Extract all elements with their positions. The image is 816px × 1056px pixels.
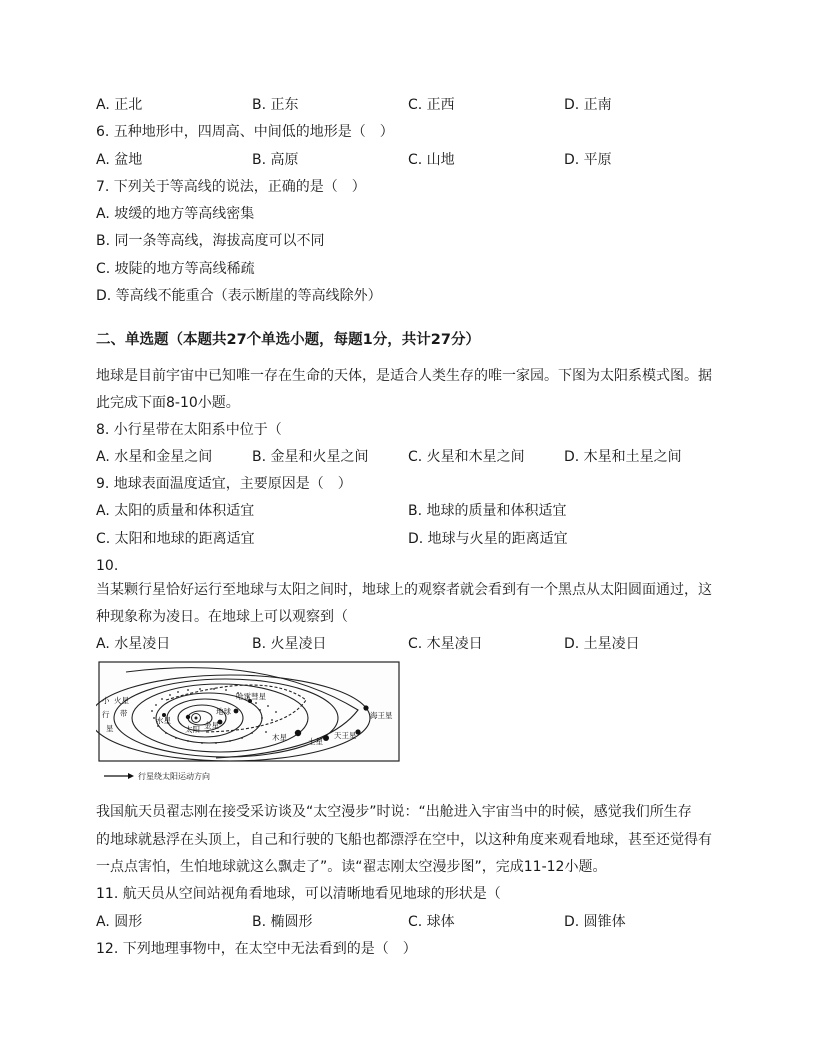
q7-option-b: B. 同一条等高线，海拔高度可以不同 [96, 233, 325, 249]
passage-line-2: 的地球就悬浮在头顶上，自己和行驶的飞船也都漂浮在空中，以这种角度来观看地球，甚至还觉得有 [96, 832, 712, 848]
q9-option-a: A. 太阳的质量和体积适宜 [96, 503, 255, 519]
q11-option-d: D. 圆锥体 [564, 914, 626, 930]
q9-option-b: B. 地球的质量和体积适宜 [408, 503, 567, 519]
q11-option-c: C. 球体 [408, 914, 455, 930]
q6-option-b: B. 高原 [252, 152, 299, 168]
label-jupiter: 木星 [272, 733, 287, 742]
label-small: 小 [102, 696, 110, 705]
q5-option-a: A. 正北 [96, 97, 143, 113]
q12-stem: 12. 下列地理事物中，在太空中无法看到的是（ ） [96, 941, 417, 957]
label-star: 星 [106, 724, 114, 733]
q7-stem: 7. 下列关于等高线的说法，正确的是（ ） [96, 179, 366, 195]
q10-stem-line-2: 种现象称为凌日。在地球上可以观察到（ [96, 609, 348, 625]
q5-option-c: C. 正西 [408, 97, 455, 113]
q11-option-a: A. 圆形 [96, 914, 143, 930]
q10-option-d: D. 土星凌日 [564, 636, 640, 652]
label-uranus: 天王星 [334, 731, 357, 740]
label-mercury: 水星 [156, 716, 171, 725]
q6-option-a: A. 盆地 [96, 152, 143, 168]
q6-stem: 6. 五种地形中，四周高、中间低的地形是（ ） [96, 124, 394, 140]
q8-option-a: A. 水星和金星之间 [96, 449, 213, 465]
label-sun: 太阳 [185, 725, 200, 734]
q8-option-c: C. 火星和木星之间 [408, 449, 525, 465]
q10-option-b: B. 火星凌日 [252, 636, 327, 652]
q11-stem: 11. 航天员从空间站视角看地球，可以清晰地看见地球的形状是（ [96, 886, 501, 902]
label-mars: 火星 [114, 696, 129, 705]
q10-stem-line-1: 当某颗行星恰好运行至地球与太阳之间时，地球上的观察者就会看到有一个黑点从太阳圆面通过，这 [96, 582, 712, 598]
legend [104, 771, 210, 781]
label-venus: 金星 [204, 721, 219, 730]
q5-option-b: B. 正东 [252, 97, 299, 113]
q9-stem: 9. 地球表面温度适宜，主要原因是（ ） [96, 476, 352, 492]
q10-number: 10. [96, 558, 119, 574]
q5-option-d: D. 正南 [564, 97, 612, 113]
q7-option-a: A. 坡缓的地方等高线密集 [96, 206, 255, 222]
q10-option-c: C. 木星凌日 [408, 636, 483, 652]
q8-option-b: B. 金星和火星之间 [252, 449, 369, 465]
q8-stem: 8. 小行星带在太阳系中位于（ [96, 422, 282, 438]
intro-line-1: 地球是目前宇宙中已知唯一存在生命的天体，是适合人类生存的唯一家园。下图为太阳系模式图。据 [96, 368, 712, 384]
label-belt: 带 [120, 709, 128, 718]
q7-option-c: C. 坡陡的地方等高线稀疏 [96, 261, 255, 277]
q9-option-d: D. 地球与火星的距离适宜 [408, 531, 568, 547]
q11-option-b: B. 椭圆形 [252, 914, 313, 930]
q9-option-c: C. 太阳和地球的距离适宜 [96, 531, 255, 547]
legend-label: 行星绕太阳运动方向 [138, 772, 210, 781]
label-neptune: 海王星 [370, 711, 393, 720]
q10-option-a: A. 水星凌日 [96, 636, 171, 652]
q6-option-c: C. 山地 [408, 152, 455, 168]
label-saturn: 土星 [308, 737, 323, 746]
label-xing: 行 [102, 710, 110, 719]
solar-system-figure [96, 660, 402, 784]
label-halley-comet: 哈雷彗星 [236, 692, 266, 701]
solar-system-diagram [96, 660, 402, 784]
passage-line-1: 我国航天员翟志刚在接受采访谈及“太空漫步”时说：“出舱进入宇宙当中的时候，感觉我们所生存 [96, 804, 692, 820]
section-title: 二、单选题（本题共27个单选小题，每题1分，共计27分） [96, 332, 480, 348]
intro-line-2: 此完成下面8-10小题。 [96, 395, 240, 411]
q7-option-d: D. 等高线不能重合（表示断崖的等高线除外） [96, 288, 382, 304]
passage-line-3: 一点点害怕，生怕地球就这么飘走了”。读“翟志刚太空漫步图”，完成11-12小题。 [96, 859, 607, 875]
q8-option-d: D. 木星和土星之间 [564, 449, 682, 465]
q6-option-d: D. 平原 [564, 152, 612, 168]
label-earth: 地球 [216, 707, 231, 716]
figure-frame [99, 662, 399, 761]
